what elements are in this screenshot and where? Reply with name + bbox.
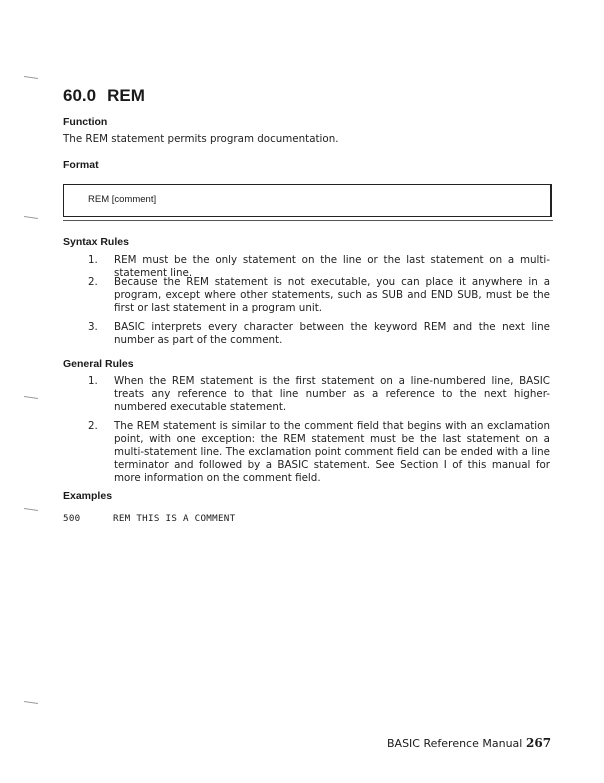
page-number: 267 <box>526 736 552 750</box>
item-number: 2. <box>88 420 98 432</box>
item-text: The REM statement is similar to the comment field that begins with an exclamation point, with one exception: the REM statement must be the last statement on a multi-statement line. The exclamation point comment field can be ended with a line terminator and followed by a BASIC statement. See Section I of this manual for more information on the comment field. <box>114 420 550 484</box>
margin-mark <box>24 701 38 704</box>
margin-mark <box>24 216 38 219</box>
syntax-rule-item <box>88 276 550 315</box>
format-heading: Format <box>63 159 99 171</box>
general-rules-heading: General Rules <box>63 358 134 370</box>
item-number: 3. <box>88 321 98 333</box>
footer-manual-title: BASIC Reference Manual <box>387 737 523 750</box>
margin-mark <box>24 508 38 511</box>
general-rule-item <box>88 420 550 485</box>
item-number: 1. <box>88 375 98 387</box>
general-rule-item <box>88 375 550 414</box>
examples-heading: Examples <box>63 490 113 502</box>
example-code: REM THIS IS A COMMENT <box>113 513 236 524</box>
syntax-rule-item <box>88 321 550 347</box>
section-number: 60.0 <box>63 86 97 105</box>
margin-mark <box>24 76 38 79</box>
syntax-rules-heading: Syntax Rules <box>63 236 129 248</box>
format-syntax: REM [comment] <box>88 194 157 205</box>
function-text: The REM statement permits program documentation. <box>63 133 339 145</box>
example-line-number: 500 <box>63 513 81 524</box>
section-title <box>63 86 145 106</box>
item-text: REM must be the only statement on the line or the last statement on a multi-statement line. <box>114 254 550 279</box>
format-box-rule <box>63 220 553 221</box>
section-name: REM <box>107 86 145 105</box>
format-box <box>63 184 552 217</box>
function-heading: Function <box>63 116 108 128</box>
item-text: When the REM statement is the first statement on a line-numbered line, BASIC treats any reference to that line number as a reference to the next higher-numbered executable statement. <box>114 375 550 413</box>
item-number: 2. <box>88 276 98 288</box>
margin-mark <box>24 396 38 399</box>
item-number: 1. <box>88 254 98 266</box>
item-text: Because the REM statement is not executable, you can place it anywhere in a program, except where other statements, such as SUB and END SUB, must be the first or last statement in a program unit. <box>114 276 550 314</box>
item-text: BASIC interprets every character between the keyword REM and the next line number as part of the comment. <box>114 321 550 346</box>
